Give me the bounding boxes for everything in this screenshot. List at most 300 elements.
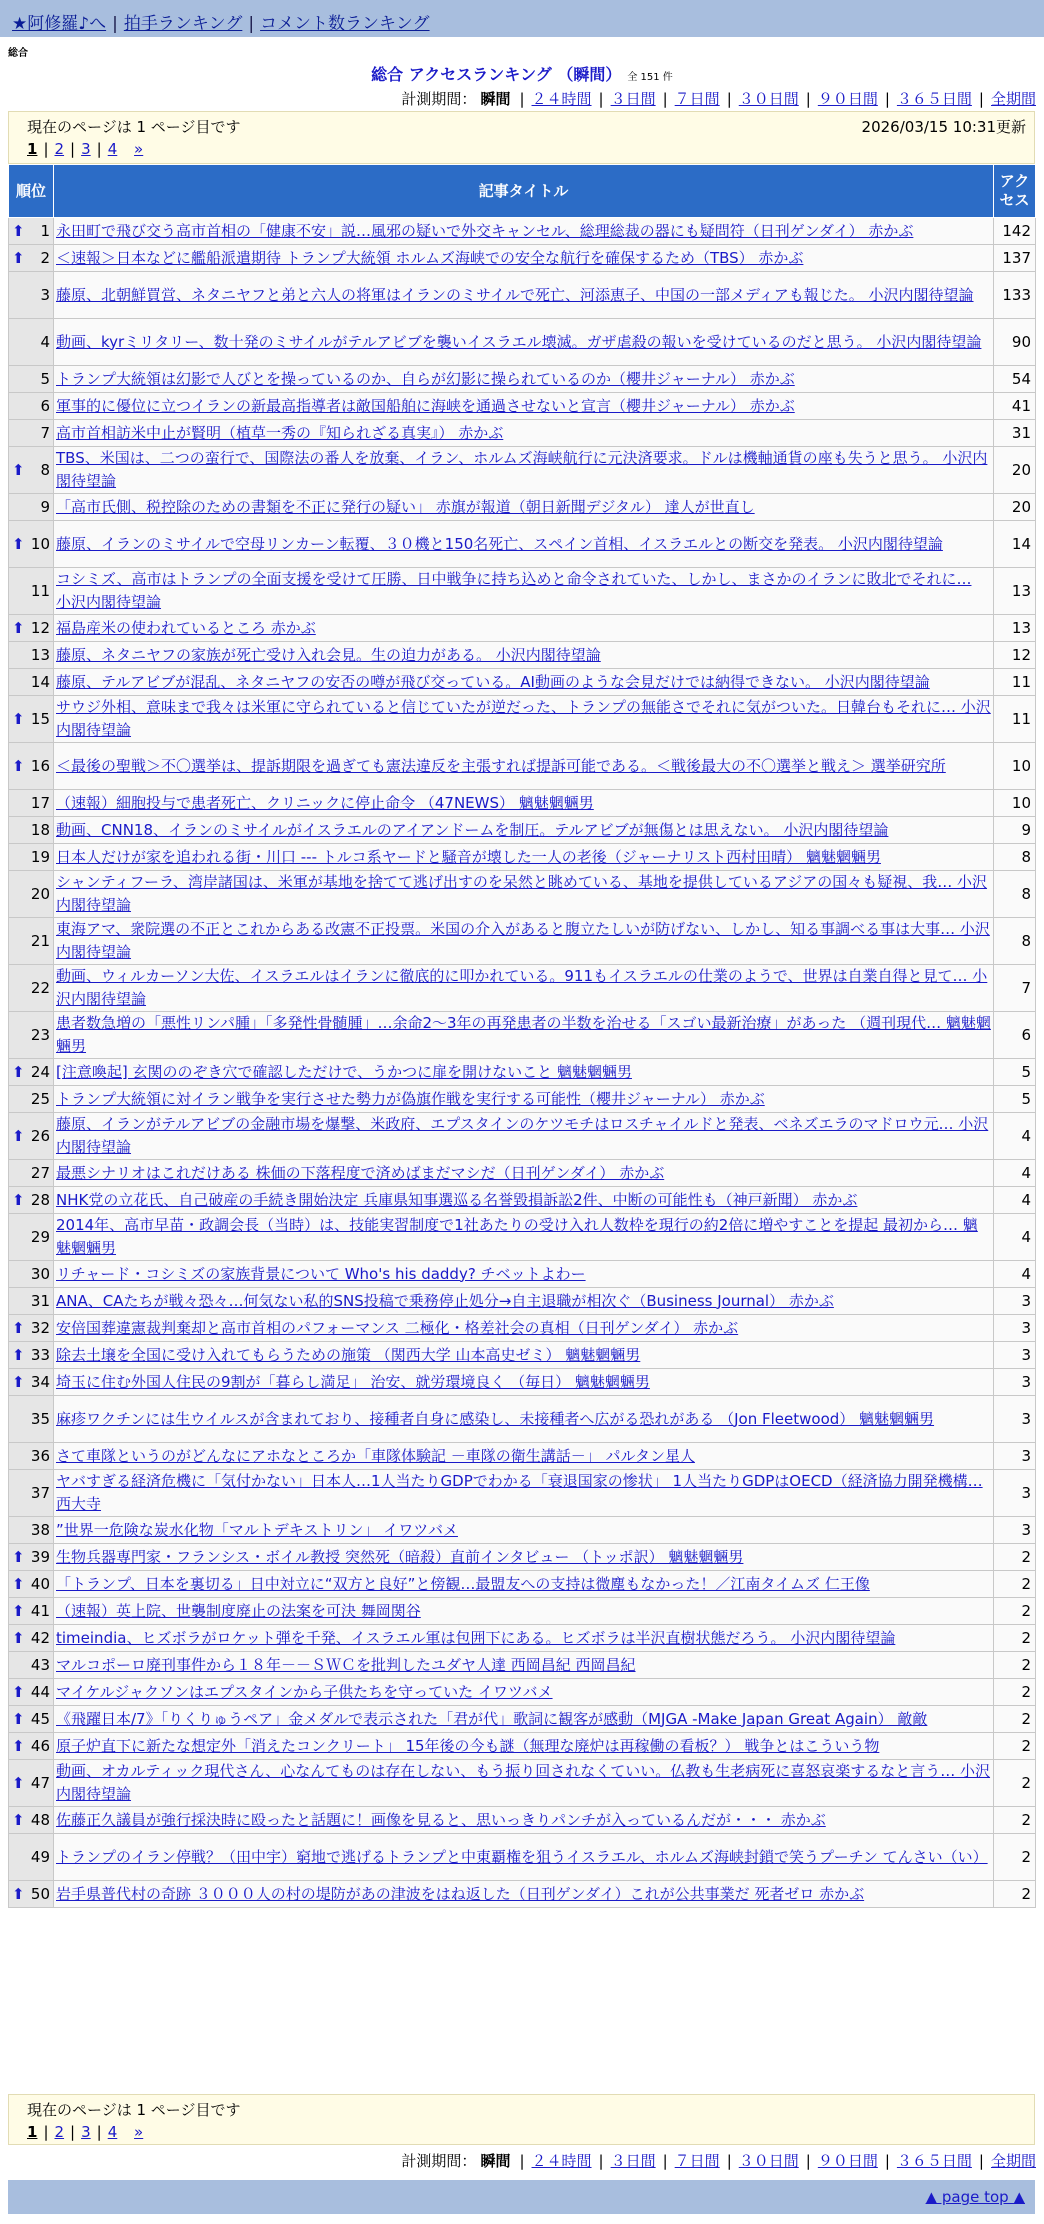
rank-cell	[9, 669, 54, 696]
article-title-link[interactable]: 藤原、イランのミサイルで空母リンカーン転覆、３０機と150名死亡、スペイン首相、イスラエルとの断交を発表。 小沢内閣待望論	[56, 534, 943, 553]
rank-cell	[9, 272, 54, 319]
title-cell	[54, 743, 994, 790]
access-count: 4	[994, 1214, 1036, 1261]
up-arrow-icon: ⬆	[12, 1709, 25, 1728]
title-cell	[54, 669, 994, 696]
title-cell	[54, 844, 994, 871]
article-title-link[interactable]: 「高市氏側、税控除のための書類を不正に発行の疑い」 赤旗が報道（朝日新聞デジタル） 達人が世直し	[56, 497, 755, 516]
article-title-link[interactable]: 軍事的に優位に立つイランの新最高指導者は敵国船舶に海峡を通過させないと宣言（櫻井ジャーナル） 赤かぶ	[56, 396, 795, 415]
rank-number: 13	[30, 645, 50, 664]
rank-number: 14	[30, 672, 50, 691]
rank-number: 29	[30, 1227, 50, 1246]
title-cell	[54, 817, 994, 844]
up-arrow-icon: ⬆	[12, 1773, 25, 1792]
rank-number: 17	[30, 793, 50, 812]
table-row	[9, 1396, 1036, 1443]
rank-number: 50	[30, 1884, 50, 1903]
table-row	[9, 1113, 1036, 1160]
article-title-link[interactable]: 高市首相訪米中止が賢明（植草一秀の『知られざる真実』） 赤かぶ	[56, 423, 504, 442]
rank-cell	[9, 494, 54, 521]
access-count: 3	[994, 1470, 1036, 1517]
rank-cell	[9, 1342, 54, 1369]
pager: 1 | 2 | 3 | 4 »	[27, 140, 144, 158]
rank-number: 18	[30, 820, 50, 839]
access-count: 9	[994, 817, 1036, 844]
title-cell	[54, 1369, 994, 1396]
rank-number: 16	[30, 756, 50, 775]
rank-cell	[9, 1369, 54, 1396]
access-count: 2	[994, 1706, 1036, 1733]
period-7d-link[interactable]: ７日間	[674, 90, 720, 108]
table-row	[9, 393, 1036, 420]
article-title-link[interactable]: 《飛躍日本/7》「りくりゅうペア」金メダルで表示された「君が代」歌詞に観客が感動（MJGA -Make Japan Great Again） 敵敵	[56, 1709, 928, 1728]
rank-number: 38	[30, 1520, 50, 1539]
access-count: 20	[994, 447, 1036, 494]
clap-ranking-link[interactable]: 拍手ランキング	[123, 14, 243, 34]
up-arrow-icon: ⬆	[12, 618, 25, 637]
access-count: 54	[994, 366, 1036, 393]
access-count: 4	[994, 1113, 1036, 1160]
rank-number: 40	[30, 1574, 50, 1593]
table-row	[9, 568, 1036, 615]
up-arrow-icon: ⬆	[12, 1682, 25, 1701]
rank-number: 32	[30, 1318, 50, 1337]
access-count: 137	[994, 245, 1036, 272]
rank-number: 37	[30, 1483, 50, 1502]
title-cell	[54, 965, 994, 1012]
access-count: 2	[994, 1834, 1036, 1881]
pager-link-3[interactable]: 3	[81, 2123, 91, 2141]
page-title	[0, 62, 1044, 85]
table-row	[9, 1012, 1036, 1059]
comment-ranking-link[interactable]: コメント数ランキング	[260, 14, 430, 34]
up-arrow-icon: ⬆	[12, 460, 25, 479]
title-cell	[54, 521, 994, 568]
rank-column-header: 順位	[9, 165, 54, 218]
access-count: 8	[994, 871, 1036, 918]
nav-separator: |	[112, 14, 118, 34]
pager-link-2[interactable]: 2	[54, 140, 65, 158]
rank-number: 35	[30, 1409, 50, 1428]
rank-cell	[9, 1881, 54, 1908]
article-title-link[interactable]: トランプ大統領は幻影で人びとを操っているのか、自らが幻影に操られているのか（櫻井ジャーナル） 赤かぶ	[56, 369, 795, 388]
rank-cell	[9, 521, 54, 568]
rank-cell	[9, 1517, 54, 1544]
title-cell	[54, 245, 994, 272]
access-count: 2	[994, 1652, 1036, 1679]
pager-next[interactable]: »	[134, 2123, 144, 2141]
title-cell	[54, 871, 994, 918]
article-title-link[interactable]: 岩手県普代村の奇跡 ３０００人の村の堤防があの津波をはね返した（日刊ゲンダイ）これが公共事業だ 死者ゼロ 赤かぶ	[56, 1884, 865, 1903]
title-cell	[54, 1625, 994, 1652]
article-title-link[interactable]: リチャード・コシミズの家族背景について Who's his daddy? チベットよわー	[56, 1264, 586, 1283]
rank-number: 27	[30, 1163, 50, 1182]
title-cell	[54, 1012, 994, 1059]
rank-number: 4	[40, 332, 50, 351]
rank-cell	[9, 1807, 54, 1834]
rank-cell	[9, 1288, 54, 1315]
table-row	[9, 420, 1036, 447]
ranking-body	[9, 218, 1036, 1908]
rank-cell	[9, 1012, 54, 1059]
page-info-box-top	[8, 111, 1035, 164]
article-title-link[interactable]: 動画、kyrミリタリー、数十発のミサイルがテルアビブを襲いイスラエル壊滅。ガザ虐殺の報いを受けているのだと思う。 小沢内閣待望論	[56, 332, 982, 351]
article-title-link[interactable]: （速報）英上院、世襲制度廃止の法案を可決 舞岡関谷	[56, 1601, 421, 1620]
nav-separator: |	[248, 14, 255, 34]
table-row	[9, 1342, 1036, 1369]
access-count: 2	[994, 1625, 1036, 1652]
rank-number: 42	[30, 1628, 50, 1647]
up-arrow-icon: ⬆	[12, 1126, 25, 1145]
article-title-link[interactable]: 永田町で飛び交う高市首相の「健康不安」説…風邪の疑いで外交キャンセル、総理総裁の器にも疑問符（日刊ゲンダイ） 赤かぶ	[56, 221, 914, 240]
title-cell	[54, 1160, 994, 1187]
access-count: 3	[994, 1443, 1036, 1470]
article-title-link[interactable]: コシミズ、高市はトランプの全面支援を受けて圧勝、日中戦争に持ち込めと命令されていた、しかし、まさかのイランに敗北でそれに… 小沢内閣待望論	[56, 570, 972, 611]
up-arrow-icon: ⬆	[12, 756, 25, 775]
rank-cell	[9, 1187, 54, 1214]
table-row	[9, 918, 1036, 965]
access-count: 4	[994, 1160, 1036, 1187]
rank-cell	[9, 319, 54, 366]
access-count: 2	[994, 1881, 1036, 1908]
rank-number: 3	[40, 285, 50, 304]
article-title-link[interactable]: 「トランプ、日本を裏切る」日中対立に“双方と良好”と傍観…最盟友への支持は微塵もなかった！／江南タイムズ 仁王像	[56, 1574, 870, 1593]
article-title-link[interactable]: TBS、米国は、二つの蛮行で、国際法の番人を放棄、イラン、ホルムズ海峡航行に元決済要求。ドルは機軸通貨の座も失うと思う。 小沢内閣待望論	[56, 449, 988, 490]
access-count: 20	[994, 494, 1036, 521]
rank-number: 1	[40, 221, 50, 240]
rank-number: 31	[30, 1291, 50, 1310]
table-row	[9, 965, 1036, 1012]
up-arrow-icon: ⬆	[12, 534, 25, 553]
pager-next[interactable]: »	[134, 140, 144, 158]
up-arrow-icon: ⬆	[12, 1628, 25, 1647]
rank-cell	[9, 1733, 54, 1760]
article-title-link[interactable]: シャンティフーラ、湾岸諸国は、米軍が基地を捨てて逃げ出すのを呆然と眺めている、基地を提供しているアジアの国々も疑視、我… 小沢内閣待望論	[56, 873, 988, 914]
access-count: 41	[994, 393, 1036, 420]
title-cell	[54, 420, 994, 447]
rank-number: 39	[30, 1547, 50, 1566]
article-title-link[interactable]: 安倍国葬違憲裁判棄却と高市首相のパフォーマンス 二極化・格差社会の真相（日刊ゲンダイ） 赤かぶ	[56, 1318, 739, 1337]
period-current: 瞬間	[480, 2152, 511, 2170]
title-cell	[54, 1187, 994, 1214]
title-cell	[54, 696, 994, 743]
period-label: 計測期間：	[401, 2152, 477, 2170]
access-count: 31	[994, 420, 1036, 447]
title-cell	[54, 568, 994, 615]
rank-number: 34	[30, 1372, 50, 1391]
page-info: 現在のページは 1 ページ目です	[27, 2101, 241, 2119]
table-row	[9, 1369, 1036, 1396]
rank-cell	[9, 1261, 54, 1288]
article-title-link[interactable]: timeindia、ヒズボラがロケット弾を千発、イスラエル軍は包囲下にある。ヒズボラは半沢直樹状態だろう。 小沢内閣待望論	[56, 1628, 896, 1647]
period-all-link[interactable]: 全期間	[990, 90, 1036, 108]
period-90d-link[interactable]: ９０日間	[817, 2152, 878, 2170]
table-row	[9, 1187, 1036, 1214]
table-row	[9, 1706, 1036, 1733]
article-title-link[interactable]: 2014年、高市早苗・政調会長（当時）は、技能実習制度で1社あたりの受け入れ人数枠を現行の約2倍に増やすことを提起 最初から… 魑魅魍魎男	[56, 1216, 978, 1257]
access-count: 142	[994, 218, 1036, 245]
access-column-header: アクセス	[994, 165, 1036, 218]
access-count: 3	[994, 1315, 1036, 1342]
period-selector-top: 計測期間： 瞬間 | ２４時間 | ３日間 | ７日間 | ３０日間 | ９０日間 | ３６５日間 | 全期間	[401, 90, 1036, 108]
rank-cell	[9, 1625, 54, 1652]
rank-number: 36	[30, 1446, 50, 1465]
rank-number: 46	[30, 1736, 50, 1755]
table-row	[9, 669, 1036, 696]
access-count: 10	[994, 743, 1036, 790]
page-top-link[interactable]: ▲ page top ▲	[925, 2188, 1025, 2206]
rank-number: 20	[30, 884, 50, 903]
rank-cell	[9, 1396, 54, 1443]
period-all-link[interactable]: 全期間	[990, 2152, 1036, 2170]
rank-number: 19	[30, 847, 50, 866]
table-row	[9, 1086, 1036, 1113]
rank-number: 44	[30, 1682, 50, 1701]
period-selector-bottom: 計測期間： 瞬間 | ２４時間 | ３日間 | ７日間 | ３０日間 | ９０日間 | ３６５日間 | 全期間	[401, 2152, 1036, 2170]
article-title-link[interactable]: ＜最後の聖戦＞不〇選挙は、提訴期限を過ぎても憲法違反を主張すれば提訴可能である。＜戦後最大の不〇選挙と戦え＞ 選挙研究所	[56, 756, 946, 775]
article-title-link[interactable]: さて車隊というのがどんなにアホなところか「車隊体験記 －車隊の衛生講話－」 パルタン星人	[56, 1446, 695, 1465]
period-30d-link[interactable]: ３０日間	[738, 2152, 799, 2170]
access-count: 2	[994, 1760, 1036, 1807]
rank-cell	[9, 844, 54, 871]
rank-cell	[9, 1598, 54, 1625]
article-title-link[interactable]: 藤原、北朝鮮買営、ネタニヤフと弟と六人の将軍はイランのミサイルで死亡、河添恵子、中国の一部メディアも報じた。 小沢内閣待望論	[56, 285, 974, 304]
rank-cell	[9, 245, 54, 272]
up-arrow-icon: ⬆	[12, 1810, 25, 1829]
rank-cell	[9, 447, 54, 494]
rank-number: 22	[30, 978, 50, 997]
rank-cell	[9, 696, 54, 743]
article-title-link[interactable]: トランプのイラン停戦？（田中宇）窮地で逃げるトランプと中東覇権を狙うイスラエル、ホルムズ海峡封鎖で笑うプーチン てんさい（い）	[56, 1847, 988, 1866]
article-title-link[interactable]: 生物兵器専門家・フランシス・ボイル教授 突然死（暗殺）直前インタビュー （トッポ訳） 魑魅魍魎男	[56, 1547, 744, 1566]
title-cell	[54, 494, 994, 521]
title-cell	[54, 319, 994, 366]
table-row	[9, 494, 1036, 521]
article-title-link[interactable]: ANA、CAたちが戦々恐々…何気ない私的SNS投稿で乗務停止処分→自主退職が相次ぐ（Business Journal） 赤かぶ	[56, 1291, 834, 1310]
table-row	[9, 1625, 1036, 1652]
table-row	[9, 1834, 1036, 1881]
article-title-link[interactable]: 原子炉直下に新たな想定外「消えたコンクリート」 15年後の今も謎（無理な廃炉は再稼働の看板？） 戦争とはこういう物	[56, 1736, 880, 1755]
up-arrow-icon: ⬆	[12, 248, 25, 267]
rank-number: 26	[30, 1126, 50, 1145]
title-cell	[54, 790, 994, 817]
article-title-link[interactable]: 動画、CNN18、イランのミサイルがイスラエルのアイアンドームを制圧。テルアビブが無傷とは思えない。 小沢内閣待望論	[56, 820, 889, 839]
table-row	[9, 1470, 1036, 1517]
rank-cell	[9, 1443, 54, 1470]
access-count: 2	[994, 1733, 1036, 1760]
table-row	[9, 1733, 1036, 1760]
home-link[interactable]: ★阿修羅♪へ	[12, 14, 107, 34]
access-count: 11	[994, 669, 1036, 696]
access-count: 2	[994, 1544, 1036, 1571]
rank-number: 48	[30, 1810, 50, 1829]
rank-number: 21	[30, 931, 50, 950]
article-title-link[interactable]: 日本人だけが家を追われる街・川口 --- トルコ系ヤードと騒音が壊した一人の老後（ジャーナリスト西村田晴） 魑魅魍魎男	[56, 847, 881, 866]
article-title-link[interactable]: ヤバすぎる経済危機に「気付かない」日本人…1人当たりGDPでわかる「衰退国家の惨状」 1人当たりGDPはOECD（経済協力開発機構… 西大寺	[56, 1472, 983, 1513]
title-cell	[54, 393, 994, 420]
rank-cell	[9, 918, 54, 965]
access-count: 10	[994, 790, 1036, 817]
access-count: 4	[994, 1187, 1036, 1214]
table-row	[9, 696, 1036, 743]
rank-cell	[9, 871, 54, 918]
article-title-link[interactable]: 藤原、ネタニヤフの家族が死亡受け入れ会見。生の迫力がある。 小沢内閣待望論	[56, 645, 601, 664]
article-title-link[interactable]: 動画、オカルティック現代さん、心なんてものは存在しない、もう振り回されなくていい。仏教も生老病死に喜怒哀楽するなと言う… 小沢内閣待望論	[56, 1762, 991, 1803]
article-title-link[interactable]: 埼玉に住む外国人住民の9割が「暮らし満足」 治安、就労環境良く （毎日） 魑魅魍魎男	[56, 1372, 650, 1391]
total-count: 全 151 件	[627, 72, 673, 83]
article-title-link[interactable]: ＜速報＞日本などに艦船派遣期待 トランプ大統領 ホルムズ海峡での安全な航行を確保するため（TBS） 赤かぶ	[56, 248, 804, 267]
article-title-link[interactable]: 動画、ウィルカーソン大佐、イスラエルはイランに徹底的に叩かれている。911もイスラエルの仕業のようで、世界は自業自得と見て… 小沢内閣待望論	[56, 967, 988, 1008]
period-24h-link[interactable]: ２４時間	[531, 90, 592, 108]
up-arrow-icon: ⬆	[12, 1372, 25, 1391]
article-title-link[interactable]: 患者数急増の「悪性リンパ腫」「多発性骨髄腫」…余命2～3年の再発患者の半数を治せる「スゴい最新治療」があった （週刊現代… 魑魅魍魎男	[56, 1014, 991, 1055]
title-cell	[54, 1396, 994, 1443]
table-row	[9, 245, 1036, 272]
rank-cell	[9, 366, 54, 393]
article-title-link[interactable]: 藤原、テルアビブが混乱、ネタニヤフの安否の噂が飛び交っている。AI動画のような会見だけでは納得できない。 小沢内閣待望論	[56, 672, 930, 691]
title-cell	[54, 1443, 994, 1470]
page-info: 現在のページは 1 ページ目です	[27, 118, 241, 136]
rank-cell	[9, 615, 54, 642]
period-30d-link[interactable]: ３０日間	[738, 90, 799, 108]
table-row	[9, 743, 1036, 790]
article-title-link[interactable]: [注意喚起] 玄関ののぞき穴で確認しただけで、うかつに扉を開けないこと 魑魅魍魎男	[56, 1062, 632, 1081]
up-arrow-icon: ⬆	[12, 1736, 25, 1755]
article-title-link[interactable]: ”世界一危険な炭水化物「マルトデキストリン」 イワツバメ	[56, 1520, 458, 1539]
title-cell	[54, 1113, 994, 1160]
article-title-link[interactable]: 最悪シナリオはこれだけある 株価の下落程度で済めばまだマシだ（日刊ゲンダイ） 赤かぶ	[56, 1163, 665, 1182]
article-title-link[interactable]: NHK党の立花氏、自己破産の手続き開始決定 兵庫県知事選巡る名誉毀損訴訟2件、中断の可能性も（神戸新聞） 赤かぶ	[56, 1190, 858, 1209]
access-count: 8	[994, 844, 1036, 871]
period-3d-link[interactable]: ３日間	[610, 2152, 656, 2170]
rank-cell	[9, 817, 54, 844]
up-arrow-icon: ⬆	[12, 709, 25, 728]
title-cell	[54, 1679, 994, 1706]
title-cell	[54, 615, 994, 642]
period-label: 計測期間：	[401, 90, 477, 108]
table-row	[9, 1598, 1036, 1625]
pager-link-4[interactable]: 4	[107, 140, 118, 158]
title-cell	[54, 1881, 994, 1908]
table-row	[9, 218, 1036, 245]
access-count: 11	[994, 696, 1036, 743]
table-row	[9, 1214, 1036, 1261]
pager-link-4[interactable]: 4	[107, 2123, 118, 2141]
table-row	[9, 366, 1036, 393]
pager-link-2[interactable]: 2	[54, 2123, 65, 2141]
period-365d-link[interactable]: ３６５日間	[896, 90, 972, 108]
access-count: 6	[994, 1012, 1036, 1059]
article-title-link[interactable]: 東海アマ、衆院選の不正とこれからある改憲不正投票。米国の介入があると腹立たしいが防げない、しかし、知る事調べる事は大事… 小沢内閣待望論	[56, 920, 990, 961]
rank-number: 9	[40, 497, 50, 516]
article-title-link[interactable]: マイケルジャクソンはエプスタインから子供たちを守っていた イワツバメ	[56, 1682, 553, 1701]
rank-cell	[9, 1679, 54, 1706]
article-title-link[interactable]: （速報）細胞投与で患者死亡、クリニックに停止命令 （47NEWS） 魑魅魍魎男	[56, 793, 594, 812]
access-count: 14	[994, 521, 1036, 568]
pager-current: 1	[27, 2123, 38, 2141]
pager-current: 1	[27, 140, 38, 158]
rank-number: 11	[30, 581, 50, 600]
up-arrow-icon: ⬆	[12, 1190, 25, 1209]
table-row	[9, 272, 1036, 319]
access-count: 2	[994, 1571, 1036, 1598]
article-title-link[interactable]: サウジ外相、意味まで我々は米軍に守られていると信じていたが逆だった、トランプの無能さでそれに気がついた。日韓台もそれに… 小沢内閣待望論	[56, 698, 991, 739]
access-count: 2	[994, 1679, 1036, 1706]
access-count: 133	[994, 272, 1036, 319]
table-row	[9, 1517, 1036, 1544]
period-current: 瞬間	[480, 90, 511, 108]
title-cell	[54, 1652, 994, 1679]
title-cell	[54, 1706, 994, 1733]
article-title-link[interactable]: 麻疹ワクチンには生ウイルスが含まれており、接種者自身に感染し、未接種者へ広がる恐れがある （Jon Fleetwood） 魑魅魍魎男	[56, 1409, 935, 1428]
table-row	[9, 790, 1036, 817]
title-cell	[54, 918, 994, 965]
rank-number: 5	[40, 369, 50, 388]
rank-cell	[9, 642, 54, 669]
rank-number: 41	[30, 1601, 50, 1620]
rank-number: 2	[40, 248, 50, 267]
table-row	[9, 871, 1036, 918]
rank-cell	[9, 1086, 54, 1113]
rank-cell	[9, 1571, 54, 1598]
bottom-bar	[8, 2180, 1035, 2214]
pager-link-3[interactable]: 3	[81, 140, 91, 158]
up-arrow-icon: ⬆	[12, 1601, 25, 1620]
access-count: 3	[994, 1342, 1036, 1369]
rank-cell	[9, 1652, 54, 1679]
article-title-link[interactable]: マルコポーロ廃刊事件から１８年－－ＳＷＣを批判したユダヤ人達 西岡昌紀 西岡昌紀	[56, 1655, 636, 1674]
title-cell	[54, 1598, 994, 1625]
rank-cell	[9, 1113, 54, 1160]
article-title-link[interactable]: トランプ大統領に対イラン戦争を実行させた勢力が偽旗作戦を実行する可能性（櫻井ジャーナル） 赤かぶ	[56, 1089, 765, 1108]
period-90d-link[interactable]: ９０日間	[817, 90, 878, 108]
rank-number: 7	[40, 423, 50, 442]
article-title-link[interactable]: 佐藤正久議員が強行採決時に殴ったと話題に！画像を見ると、思いっきりパンチが入っているんだが・・・ 赤かぶ	[56, 1810, 826, 1829]
title-cell	[54, 1807, 994, 1834]
title-cell	[54, 1059, 994, 1086]
rank-cell	[9, 420, 54, 447]
access-count: 2	[994, 1807, 1036, 1834]
title-cell	[54, 218, 994, 245]
rank-cell	[9, 790, 54, 817]
title-cell	[54, 1261, 994, 1288]
period-24h-link[interactable]: ２４時間	[531, 2152, 592, 2170]
access-count: 90	[994, 319, 1036, 366]
period-3d-link[interactable]: ３日間	[610, 90, 656, 108]
up-arrow-icon: ⬆	[12, 1062, 25, 1081]
rank-cell	[9, 568, 54, 615]
title-cell	[54, 642, 994, 669]
access-count: 3	[994, 1396, 1036, 1443]
updated-timestamp: 2026/03/15 10:31更新	[861, 118, 1026, 136]
table-row	[9, 1160, 1036, 1187]
period-7d-link[interactable]: ７日間	[674, 2152, 720, 2170]
access-count: 8	[994, 918, 1036, 965]
table-row	[9, 1652, 1036, 1679]
rank-cell	[9, 1315, 54, 1342]
period-365d-link[interactable]: ３６５日間	[896, 2152, 972, 2170]
article-title-link[interactable]: 福島産米の使われているところ 赤かぶ	[56, 618, 316, 637]
article-title-link[interactable]: 除去土壌を全国に受け入れてもらうための施策 （関西大学 山本高史ゼミ） 魑魅魍魎男	[56, 1345, 641, 1364]
article-title-link[interactable]: 藤原、イランがテルアビブの金融市場を爆撃、米政府、エプスタインのケツモチはロスチャイルドと発表、ベネズエラのマドロウ元… 小沢内閣待望論	[56, 1115, 989, 1156]
rank-number: 23	[30, 1025, 50, 1044]
table-row	[9, 447, 1036, 494]
rank-number: 6	[40, 396, 50, 415]
title-cell	[54, 1544, 994, 1571]
rank-number: 10	[30, 534, 50, 553]
page-info-box-bottom	[8, 2094, 1035, 2145]
title-cell	[54, 1517, 994, 1544]
